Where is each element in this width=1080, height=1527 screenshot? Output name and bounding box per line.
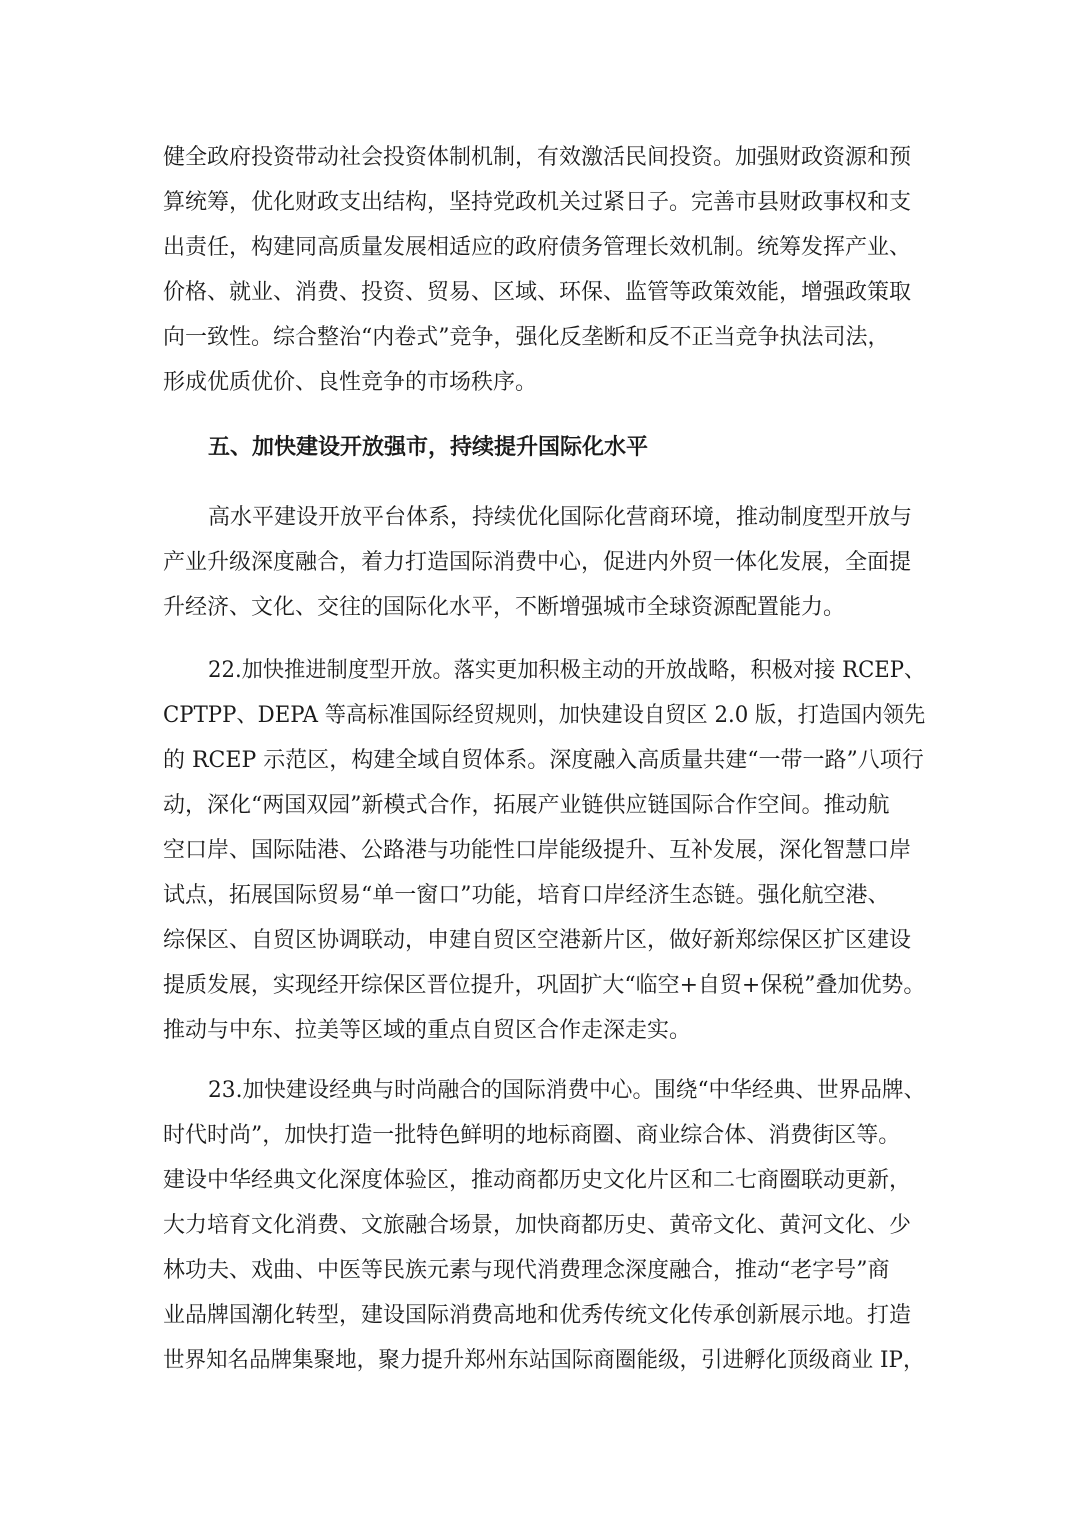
text-line: 推动与中东、拉美等区域的重点自贸区合作走深走实。 xyxy=(163,1018,692,1043)
section-heading-text: 五、加快建设开放强市，持续提升国际化水平 xyxy=(208,435,649,460)
text-line: 产业升级深度融合，着力打造国际消费中心，促进内外贸一体化发展，全面提 xyxy=(163,550,912,575)
text-line: 价格、就业、消费、投资、贸易、区域、环保、监管等政策效能，增强政策取 xyxy=(163,280,912,305)
text-line: 动，深化“两国双园”新模式合作，拓展产业链供应链国际合作空间。推动航 xyxy=(163,793,890,818)
text-line: 22.加快推进制度型开放。落实更加积极主动的开放战略，积极对接 RCEP、 xyxy=(208,658,926,683)
text-line: 综保区、自贸区协调联动，申建自贸区空港新片区，做好新郑综保区扩区建设 xyxy=(163,928,912,953)
text-line: 健全政府投资带动社会投资体制机制，有效激活民间投资。加强财政资源和预 xyxy=(163,145,912,170)
text-line: 建设中华经典文化深度体验区，推动商都历史文化片区和二七商圈联动更新， xyxy=(163,1168,912,1193)
text-line: 业品牌国潮化转型，建设国际消费高地和优秀传统文化传承创新展示地。打造 xyxy=(163,1303,912,1328)
text-line: 空口岸、国际陆港、公路港与功能性口岸能级提升、互补发展，深化智慧口岸 xyxy=(163,838,912,863)
text-line: 试点，拓展国际贸易“单一窗口”功能，培育口岸经济生态链。强化航空港、 xyxy=(163,883,890,908)
text-line: 向一致性。综合整治“内卷式”竞争，强化反垄断和反不正当竞争执法司法， xyxy=(163,325,890,350)
text-line: CPTPP、DEPA 等高标准国际经贸规则，加快建设自贸区 2.0 版，打造国内领先 xyxy=(163,703,926,728)
text-line: 的 RCEP 示范区，构建全域自贸体系。深度融入高质量共建“一带一路”八项行 xyxy=(163,748,924,773)
text-line: 时代时尚”，加快打造一批特色鲜明的地标商圈、商业综合体、消费街区等。 xyxy=(163,1123,901,1148)
text-line: 提质发展，实现经开综保区晋位提升，巩固扩大“临空+自贸+保税”叠加优势。 xyxy=(163,973,926,998)
text-line: 林功夫、戏曲、中医等民族元素与现代消费理念深度融合，推动“老字号”商 xyxy=(163,1258,890,1283)
text-line: 形成优质优价、良性竞争的市场秩序。 xyxy=(163,370,538,395)
text-line: 大力培育文化消费、文旅融合场景，加快商都历史、黄帝文化、黄河文化、少 xyxy=(163,1213,912,1238)
text-line: 出责任，构建同高质量发展相适应的政府债务管理长效机制。统筹发挥产业、 xyxy=(163,235,912,260)
text-line: 世界知名品牌集聚地，聚力提升郑州东站国际商圈能级，引进孵化顶级商业 IP， xyxy=(163,1348,925,1373)
text-line: 升经济、文化、交往的国际化水平，不断增强城市全球资源配置能力。 xyxy=(163,595,846,620)
text-line: 算统筹，优化财政支出结构，坚持党政机关过紧日子。完善市县财政事权和支 xyxy=(163,190,912,215)
text-line: 高水平建设开放平台体系，持续优化国际化营商环境，推动制度型开放与 xyxy=(208,505,913,530)
text-line: 23.加快建设经典与时尚融合的国际消费中心。围绕“中华经典、世界品牌、 xyxy=(208,1078,926,1103)
